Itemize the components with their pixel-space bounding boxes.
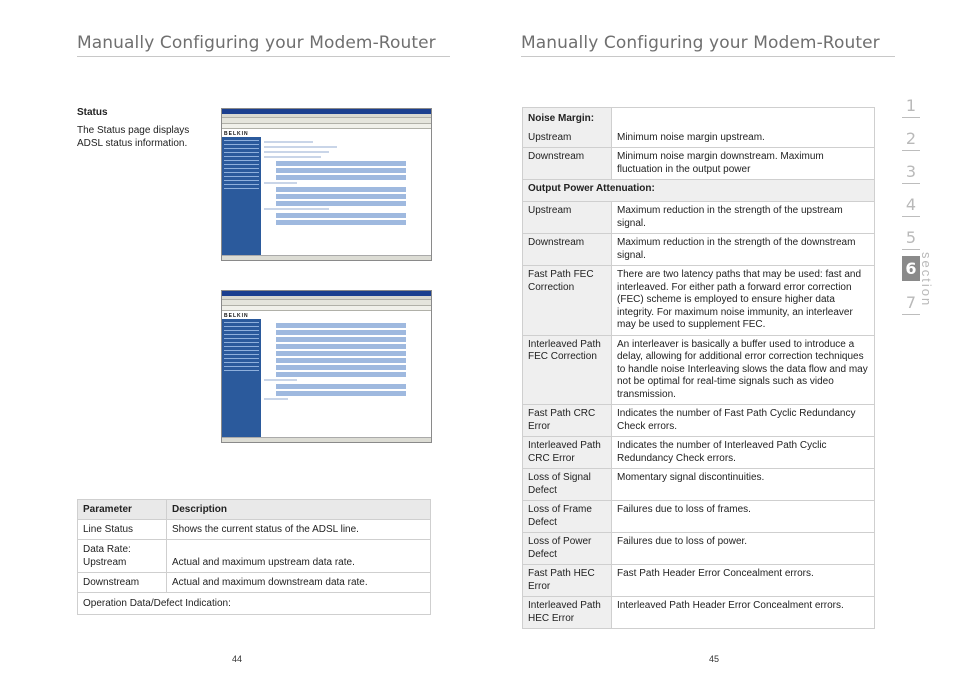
noise-margin-heading: Noise Margin: <box>523 108 612 129</box>
table-row <box>78 593 431 615</box>
table-row: Loss of Frame Defect Failures due to loss of frames. <box>523 501 875 533</box>
right-page-title: Manually Configuring your Modem-Router <box>521 33 880 53</box>
section-nav-item-5[interactable]: 5 <box>902 225 920 250</box>
parameter-table <box>77 499 431 615</box>
section-nav-item-2[interactable]: 2 <box>902 126 920 151</box>
section-nav-item-1[interactable]: 1 <box>902 93 920 118</box>
left-title-rule <box>77 56 450 57</box>
table-header-parameter: Parameter <box>78 500 167 520</box>
page-number-left: 44 <box>232 654 243 664</box>
left-page-title: Manually Configuring your Modem-Router <box>77 33 436 53</box>
table-row: Loss of Power Defect Failures due to loss of power. <box>523 533 875 565</box>
table-row: Interleaved Path CRC Error Indicates the number of Interleaved Path Cyclic Redundancy Check errors. <box>523 437 875 469</box>
table-row: Upstream Maximum reduction in the strength of the upstream signal. <box>523 202 875 234</box>
screenshot-brand-logo: BELKIN <box>224 131 249 137</box>
screenshot-brand-logo: BELKIN <box>224 313 249 319</box>
output-power-heading: Output Power Attenuation: <box>523 180 875 202</box>
table-row: Downstream Maximum reduction in the strength of the downstream signal. <box>523 234 875 266</box>
table-row: Upstream Minimum noise margin upstream. <box>523 129 875 148</box>
operation-data-row: Operation Data/Defect Indication: <box>78 593 431 615</box>
table-row <box>523 180 875 202</box>
table-row: Interleaved Path FEC Correction An interleaver is basically a buffer used to introduce a delay, allowing for additional error correction techniques to handle noise Interleaving slows the data flow and may not be optimal for real-time signals such as video transmission. <box>523 335 875 405</box>
section-nav-item-6[interactable]: 6 <box>902 256 920 281</box>
right-title-rule <box>521 56 895 57</box>
section-nav-item-7[interactable]: 7 <box>902 290 920 315</box>
status-description: The Status page displays ADSL status information. <box>77 125 190 149</box>
table-row: Line Status Shows the current status of the ADSL line. <box>78 520 431 540</box>
section-nav-item-3[interactable]: 3 <box>902 159 920 184</box>
table-row: Fast Path HEC Error Fast Path Header Error Concealment errors. <box>523 565 875 597</box>
status-screenshot-bottom <box>221 290 432 443</box>
noise-power-table <box>522 107 875 629</box>
table-row: Fast Path FEC Correction There are two latency paths that may be used: fast and interleaved. For either path a forward error correction (FEC) scheme is employed to ensure higher data integrity. For maximum noise immunity, an interleaver may be used to supplement FEC. <box>523 266 875 336</box>
table-row: Loss of Signal Defect Momentary signal discontinuities. <box>523 469 875 501</box>
section-nav-item-4[interactable]: 4 <box>902 192 920 217</box>
table-header-description: Description <box>167 500 431 520</box>
status-screenshot-top <box>221 108 432 261</box>
table-row: Data Rate: Upstream Actual and maximum upstream data rate. <box>78 540 431 573</box>
section-label: section <box>919 252 934 308</box>
table-row: Downstream Actual and maximum downstream data rate. <box>78 573 431 593</box>
status-heading: Status <box>77 107 108 118</box>
table-row: Fast Path CRC Error Indicates the number of Fast Path Cyclic Redundancy Check errors. <box>523 405 875 437</box>
table-row: Interleaved Path HEC Error Interleaved Path Header Error Concealment errors. <box>523 597 875 629</box>
table-row <box>523 108 875 129</box>
page-number-right: 45 <box>709 654 720 664</box>
table-row: Downstream Minimum noise margin downstream. Maximum fluctuation in the output power <box>523 148 875 180</box>
